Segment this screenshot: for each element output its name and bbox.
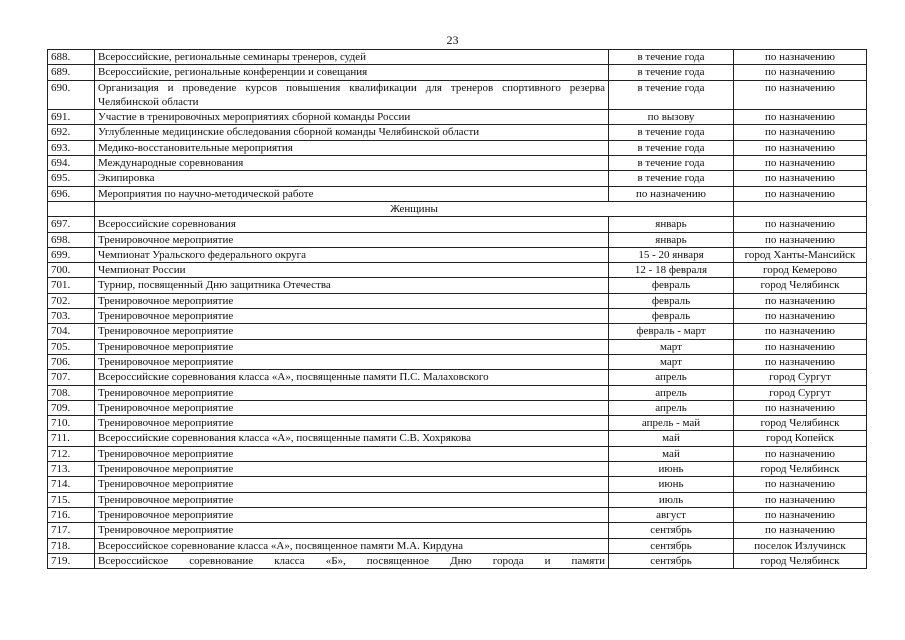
row-number-cell: 698. [48, 232, 95, 247]
event-place-cell: поселок Излучинск [734, 538, 867, 553]
event-date-cell: апрель - май [609, 416, 734, 431]
event-date-cell: август [609, 507, 734, 522]
table-row [48, 354, 867, 369]
event-date-cell: сентябрь [609, 553, 734, 568]
event-date-cell: апрель [609, 370, 734, 385]
event-place-cell: город Челябинск [734, 462, 867, 477]
row-number-cell: 701. [48, 278, 95, 293]
event-date-cell: в течение года [609, 156, 734, 171]
event-name-cell: Тренировочное мероприятие [95, 523, 609, 538]
event-name-cell: Организация и проведение курсов повышения квалификации для тренеров спортивного резерва Челябинской области [95, 80, 609, 110]
table-row [48, 431, 867, 446]
event-date-cell: в течение года [609, 171, 734, 186]
event-date-cell: сентябрь [609, 538, 734, 553]
row-number-cell: 706. [48, 354, 95, 369]
row-number-cell: 692. [48, 125, 95, 140]
event-place-cell: по назначению [734, 110, 867, 125]
row-number-cell: 713. [48, 462, 95, 477]
table-row [48, 492, 867, 507]
event-name-cell: Международные соревнования [95, 156, 609, 171]
event-name-cell: Тренировочное мероприятие [95, 416, 609, 431]
event-name-cell: Тренировочное мероприятие [95, 492, 609, 507]
row-number-cell: 696. [48, 186, 95, 201]
table-row [48, 293, 867, 308]
table-row [48, 523, 867, 538]
event-name-cell: Тренировочное мероприятие [95, 293, 609, 308]
event-date-cell: февраль - март [609, 324, 734, 339]
event-place-cell: по назначению [734, 156, 867, 171]
event-date-cell: июнь [609, 477, 734, 492]
event-date-cell: март [609, 339, 734, 354]
event-place-cell: по назначению [734, 293, 867, 308]
table-row [48, 171, 867, 186]
event-place-cell: город Кемерово [734, 263, 867, 278]
event-place-cell: по назначению [734, 232, 867, 247]
row-number-cell: 714. [48, 477, 95, 492]
event-place-cell: город Сургут [734, 370, 867, 385]
row-number-cell: 699. [48, 247, 95, 262]
event-place-cell: по назначению [734, 354, 867, 369]
event-place-cell: по назначению [734, 477, 867, 492]
table-row [48, 80, 867, 110]
event-name-cell: Тренировочное мероприятие [95, 385, 609, 400]
row-number-cell: 705. [48, 339, 95, 354]
table-row [48, 186, 867, 201]
row-number-cell: 712. [48, 446, 95, 461]
event-date-cell: май [609, 446, 734, 461]
section-title: Женщины [95, 201, 734, 216]
event-place-cell: город Челябинск [734, 278, 867, 293]
event-name-cell: Экипировка [95, 171, 609, 186]
event-name-cell: Всероссийские соревнования класса «А», посвященные памяти С.В. Хохрякова [95, 431, 609, 446]
event-date-cell: апрель [609, 400, 734, 415]
event-place-cell: по назначению [734, 339, 867, 354]
event-place-cell: по назначению [734, 492, 867, 507]
event-date-cell: по назначению [609, 186, 734, 201]
event-name-cell: Всероссийские соревнования класса «А», посвященные памяти П.С. Малаховского [95, 370, 609, 385]
table-row [48, 156, 867, 171]
event-name-cell: Тренировочное мероприятие [95, 232, 609, 247]
event-place-cell: по назначению [734, 309, 867, 324]
event-place-cell: по назначению [734, 523, 867, 538]
row-number-cell: 689. [48, 65, 95, 80]
row-number-cell: 688. [48, 50, 95, 65]
event-date-cell: июнь [609, 462, 734, 477]
event-name-cell: Тренировочное мероприятие [95, 446, 609, 461]
table-row [48, 370, 867, 385]
event-date-cell: в течение года [609, 65, 734, 80]
event-date-cell: февраль [609, 278, 734, 293]
event-date-cell: в течение года [609, 125, 734, 140]
event-place-cell: по назначению [734, 125, 867, 140]
event-date-cell: апрель [609, 385, 734, 400]
row-number-cell: 718. [48, 538, 95, 553]
event-date-cell: 15 - 20 января [609, 247, 734, 262]
row-number-cell: 700. [48, 263, 95, 278]
event-name-cell: Мероприятия по научно-методической работе [95, 186, 609, 201]
event-date-cell: февраль [609, 309, 734, 324]
table-row [48, 339, 867, 354]
row-number-cell: 690. [48, 80, 95, 110]
section-header-row [48, 201, 867, 216]
row-number-cell: 703. [48, 309, 95, 324]
event-date-cell: март [609, 354, 734, 369]
event-place-cell: по назначению [734, 217, 867, 232]
table-row [48, 538, 867, 553]
event-date-cell: в течение года [609, 50, 734, 65]
table-row [48, 217, 867, 232]
table-row [48, 477, 867, 492]
row-number-cell: 691. [48, 110, 95, 125]
event-name-cell: Тренировочное мероприятие [95, 354, 609, 369]
row-number-cell: 707. [48, 370, 95, 385]
event-date-cell: в течение года [609, 80, 734, 110]
event-name-cell: Тренировочное мероприятие [95, 324, 609, 339]
table-row [48, 110, 867, 125]
table-row [48, 416, 867, 431]
events-table [47, 49, 867, 569]
row-number-cell: 710. [48, 416, 95, 431]
row-number-cell: 708. [48, 385, 95, 400]
event-name-cell: Медико-восстановительные мероприятия [95, 140, 609, 155]
event-name-cell: Углубленные медицинские обследования сборной команды Челябинской области [95, 125, 609, 140]
empty-cell [48, 201, 95, 216]
event-name-cell: Чемпионат Уральского федерального округа [95, 247, 609, 262]
event-name-cell: Тренировочное мероприятие [95, 400, 609, 415]
event-date-cell: май [609, 431, 734, 446]
event-date-cell: июль [609, 492, 734, 507]
table-row [48, 385, 867, 400]
event-name-cell: Тренировочное мероприятие [95, 462, 609, 477]
event-place-cell: город Ханты-Мансийск [734, 247, 867, 262]
table-row [48, 247, 867, 262]
row-number-cell: 695. [48, 171, 95, 186]
event-date-cell: по вызову [609, 110, 734, 125]
row-number-cell: 704. [48, 324, 95, 339]
event-date-cell: январь [609, 217, 734, 232]
event-name-cell: Турнир, посвященный Дню защитника Отечества [95, 278, 609, 293]
table-row [48, 400, 867, 415]
row-number-cell: 719. [48, 553, 95, 568]
event-place-cell: по назначению [734, 400, 867, 415]
row-number-cell: 702. [48, 293, 95, 308]
row-number-cell: 715. [48, 492, 95, 507]
event-place-cell: по назначению [734, 446, 867, 461]
table-row [48, 446, 867, 461]
event-name-cell: Всероссийское соревнование класса «Б», посвященное Дню города и памяти [95, 553, 609, 568]
table-row [48, 324, 867, 339]
empty-cell [734, 201, 867, 216]
table-row [48, 278, 867, 293]
event-place-cell: по назначению [734, 324, 867, 339]
event-place-cell: по назначению [734, 50, 867, 65]
event-name-cell: Участие в тренировочных мероприятиях сборной команды России [95, 110, 609, 125]
event-place-cell: город Копейск [734, 431, 867, 446]
row-number-cell: 697. [48, 217, 95, 232]
event-name-cell: Тренировочное мероприятие [95, 309, 609, 324]
event-name-cell: Всероссийские соревнования [95, 217, 609, 232]
event-name-cell: Тренировочное мероприятие [95, 477, 609, 492]
table-row [48, 462, 867, 477]
event-name-cell: Всероссийские, региональные семинары тренеров, судей [95, 50, 609, 65]
table-row [48, 65, 867, 80]
table-row [48, 50, 867, 65]
event-date-cell: сентябрь [609, 523, 734, 538]
event-place-cell: город Челябинск [734, 553, 867, 568]
event-place-cell: по назначению [734, 171, 867, 186]
event-date-cell: 12 - 18 февраля [609, 263, 734, 278]
event-name-cell: Тренировочное мероприятие [95, 507, 609, 522]
event-date-cell: январь [609, 232, 734, 247]
event-name-cell: Тренировочное мероприятие [95, 339, 609, 354]
event-place-cell: по назначению [734, 80, 867, 110]
event-place-cell: по назначению [734, 507, 867, 522]
table-row [48, 263, 867, 278]
row-number-cell: 716. [48, 507, 95, 522]
row-number-cell: 693. [48, 140, 95, 155]
table-row [48, 125, 867, 140]
event-date-cell: в течение года [609, 140, 734, 155]
row-number-cell: 711. [48, 431, 95, 446]
event-name-cell: Всероссийские, региональные конференции и совещания [95, 65, 609, 80]
event-place-cell: по назначению [734, 186, 867, 201]
table-row [48, 309, 867, 324]
table-row [48, 140, 867, 155]
table-row [48, 507, 867, 522]
row-number-cell: 694. [48, 156, 95, 171]
event-place-cell: по назначению [734, 65, 867, 80]
event-place-cell: город Сургут [734, 385, 867, 400]
event-place-cell: город Челябинск [734, 416, 867, 431]
table-row [48, 553, 867, 568]
row-number-cell: 717. [48, 523, 95, 538]
page-number: 23 [446, 33, 459, 47]
table-row [48, 232, 867, 247]
events-table-body [48, 50, 867, 569]
event-name-cell: Чемпионат России [95, 263, 609, 278]
row-number-cell: 709. [48, 400, 95, 415]
event-place-cell: по назначению [734, 140, 867, 155]
event-date-cell: февраль [609, 293, 734, 308]
event-name-cell: Всероссийское соревнование класса «А», посвященное памяти М.А. Кирдуна [95, 538, 609, 553]
